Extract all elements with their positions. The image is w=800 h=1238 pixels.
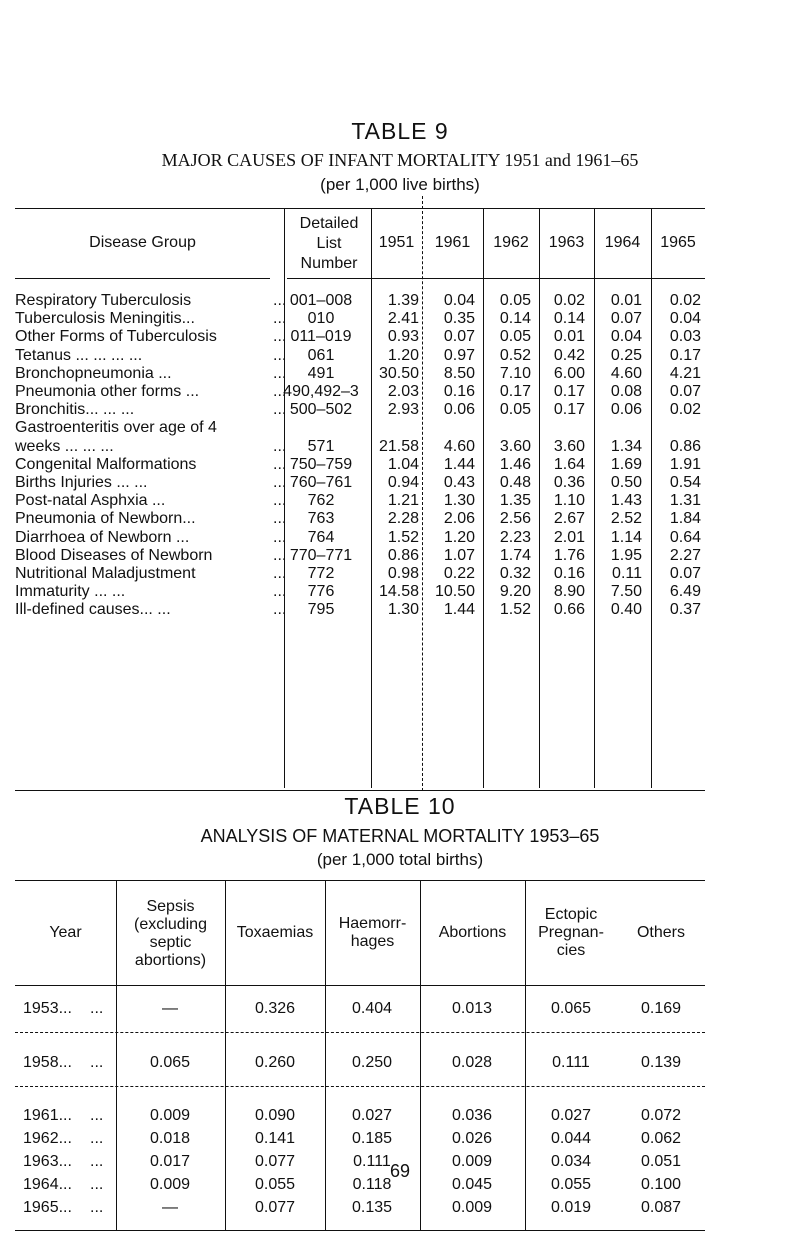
value-cell: 0.260 [254, 1054, 296, 1071]
header-haemorrhages-line: Haemorr- [338, 915, 407, 932]
leader-dots: ... [273, 364, 287, 382]
table-row [15, 419, 705, 437]
value-cell: 2.28 [387, 510, 419, 528]
leader-dots: ... [273, 383, 287, 400]
table-row [15, 1054, 705, 1072]
value-cell: 4.21 [669, 364, 701, 382]
table-row [15, 1000, 705, 1018]
value-cell: 0.98 [387, 565, 419, 582]
value-cell: 0.40 [610, 601, 642, 619]
value-cell: 0.250 [351, 1054, 393, 1071]
value-cell: 0.64 [669, 528, 701, 546]
value-cell: 1.64 [553, 455, 585, 473]
value-cell: 0.01 [610, 292, 642, 309]
header-ectopic-line: cies [556, 942, 586, 959]
value-cell: 2.52 [610, 510, 642, 528]
value-cell: 0.045 [451, 1176, 493, 1193]
value-cell: 0.055 [254, 1176, 296, 1193]
value-cell: 0.027 [351, 1107, 393, 1124]
value-cell: 0.028 [451, 1054, 493, 1071]
disease-name: Tetanus ... ... ... ... [15, 346, 143, 364]
value-cell: 0.06 [610, 401, 642, 419]
leader-dots: ... [273, 546, 287, 564]
value-cell: 0.065 [550, 1000, 592, 1017]
header-list-number-line: Detailed [299, 215, 359, 232]
year-cell: 1961... [23, 1107, 72, 1124]
list-number: 491 [307, 364, 335, 382]
table-row [15, 529, 705, 547]
value-cell: 0.32 [499, 565, 531, 582]
leader-dots: ... [273, 474, 287, 491]
value-cell: 0.43 [443, 474, 475, 491]
value-cell: 9.20 [499, 583, 531, 601]
disease-name: Immaturity ... ... [15, 583, 126, 601]
leader-dots: ... [273, 437, 287, 455]
table-row [15, 474, 705, 492]
value-cell: 0.94 [387, 474, 419, 491]
header-list-number-line: Number [300, 255, 358, 272]
year-cell: 1962... [23, 1130, 72, 1147]
table10-top-rule [15, 880, 705, 881]
value-cell: 2.06 [443, 510, 475, 528]
value-cell: 0.141 [254, 1130, 296, 1147]
value-cell: 0.111 [552, 1054, 590, 1071]
value-cell: 0.36 [553, 474, 585, 491]
value-cell: 0.04 [610, 328, 642, 346]
value-cell: 0.013 [451, 1000, 493, 1017]
table9-bottom-rule [15, 790, 705, 791]
value-cell: 0.326 [254, 1000, 296, 1017]
leader-dots: ... [90, 1199, 104, 1216]
value-cell: 2.93 [387, 401, 419, 419]
value-cell: 0.404 [351, 1000, 393, 1017]
table-row [15, 438, 705, 456]
value-cell: 0.087 [640, 1199, 682, 1216]
value-cell: 0.93 [387, 328, 419, 346]
value-cell: 0.48 [499, 474, 531, 491]
table-row [15, 1130, 705, 1148]
value-cell: 0.077 [254, 1153, 296, 1170]
value-cell: 0.07 [610, 310, 642, 328]
year-cell: 1963... [23, 1153, 72, 1170]
value-cell: 0.05 [499, 292, 531, 309]
disease-name: Respiratory Tuberculosis [15, 292, 192, 309]
value-cell: 0.027 [550, 1107, 592, 1124]
table10-unit: (per 1,000 total births) [316, 850, 484, 869]
table-row [15, 328, 705, 346]
header-year: 1964 [604, 234, 641, 251]
value-cell: 1.46 [499, 455, 531, 473]
header-ectopic-line: Pregnan- [538, 924, 604, 941]
value-cell: 1.52 [387, 528, 419, 546]
value-cell: 1.04 [387, 455, 419, 473]
disease-name: Bronchopneumonia ... [15, 364, 172, 382]
value-cell: 2.03 [387, 383, 419, 400]
value-cell: 0.017 [149, 1153, 191, 1170]
table9-unit: (per 1,000 live births) [320, 175, 480, 194]
value-cell: 0.185 [351, 1130, 393, 1147]
header-toxaemias: Toxaemias [236, 924, 314, 941]
value-cell: 0.37 [669, 601, 701, 619]
value-cell: 0.16 [553, 565, 585, 582]
value-cell: 4.60 [443, 437, 475, 455]
value-cell: 0.66 [553, 601, 585, 619]
list-number: 763 [307, 510, 335, 528]
year-cell: 1964... [23, 1176, 72, 1193]
value-cell: 0.090 [254, 1107, 296, 1124]
value-cell: 0.072 [640, 1107, 682, 1124]
leader-dots: ... [273, 565, 287, 582]
leader-dots: ... [273, 346, 287, 364]
list-number: 772 [307, 565, 335, 582]
leader-dots: ... [273, 510, 287, 528]
value-cell: 0.02 [669, 292, 701, 309]
value-cell: 1.07 [443, 546, 475, 564]
value-cell: 1.31 [669, 492, 701, 510]
value-cell: 0.111 [353, 1153, 391, 1170]
value-cell: 0.169 [640, 1000, 682, 1017]
leader-dots: ... [90, 1130, 104, 1147]
disease-name: weeks ... ... ... [15, 437, 114, 455]
value-cell: 2.67 [553, 510, 585, 528]
value-cell: 0.50 [610, 474, 642, 491]
value-cell: 0.026 [451, 1130, 493, 1147]
value-cell: 0.077 [254, 1199, 296, 1216]
leader-dots: ... [273, 492, 287, 510]
value-cell: 1.35 [499, 492, 531, 510]
table-row [15, 601, 705, 619]
value-cell: 0.009 [149, 1107, 191, 1124]
value-cell: 0.14 [499, 310, 531, 328]
list-number: 571 [307, 437, 335, 455]
value-cell: 1.76 [553, 546, 585, 564]
header-year: 1961 [434, 234, 471, 251]
value-cell: 0.02 [669, 401, 701, 419]
value-cell: 0.07 [669, 565, 701, 582]
value-cell: 1.69 [610, 455, 642, 473]
value-cell: 0.86 [669, 437, 701, 455]
value-cell: 0.07 [443, 328, 475, 346]
disease-name: Other Forms of Tuberculosis [15, 328, 217, 346]
value-cell: 7.50 [610, 583, 642, 601]
value-cell: 14.58 [378, 583, 419, 601]
table9-subtitle: MAJOR CAUSES OF INFANT MORTALITY 1951 and 1961–65 [161, 150, 639, 170]
header-abortions: Abortions [438, 924, 507, 941]
header-sepsis-line: abortions) [134, 952, 207, 969]
list-number: 061 [307, 346, 335, 364]
value-cell: 1.21 [387, 492, 419, 510]
value-cell: 1.52 [499, 601, 531, 619]
value-cell: 1.84 [669, 510, 701, 528]
value-cell: 1.14 [610, 528, 642, 546]
disease-name: Pneumonia of Newborn... [15, 510, 196, 528]
leader-dots: ... [90, 1107, 104, 1124]
value-cell: 0.14 [553, 310, 585, 328]
leader-dots: ... [90, 1054, 104, 1071]
header-year: 1965 [660, 234, 696, 251]
list-number: 776 [307, 583, 335, 601]
table9-title: TABLE 9 [351, 118, 449, 144]
header-year: 1962 [493, 234, 529, 251]
header-list-number-line: List [316, 235, 342, 252]
disease-name: Tuberculosis Meningitis... [15, 310, 195, 328]
value-cell: 0.019 [550, 1199, 592, 1216]
disease-name: Bronchitis... ... ... [15, 401, 135, 419]
table-row [15, 1199, 705, 1217]
list-number: 490,492–3 [283, 383, 359, 400]
value-cell: 8.50 [443, 364, 475, 382]
header-others: Others [636, 924, 685, 941]
value-cell: 4.60 [610, 364, 642, 382]
value-cell: 0.08 [610, 383, 642, 400]
table9-header-rule [15, 278, 270, 279]
list-number: 001–008 [289, 292, 353, 309]
list-number: 760–761 [289, 474, 353, 491]
table-row [15, 1107, 705, 1125]
value-cell: 0.07 [669, 383, 701, 400]
table-row [15, 365, 705, 383]
value-cell: 6.00 [553, 364, 585, 382]
table10-dashed-rule [15, 1032, 705, 1033]
value-cell: 0.22 [443, 565, 475, 582]
table10-header-rule [15, 985, 705, 986]
table10-dashed-rule [15, 1086, 705, 1087]
leader-dots: ... [273, 328, 287, 346]
disease-name: Gastroenteritis over age of 4 [15, 419, 217, 437]
value-cell: 1.44 [443, 601, 475, 619]
value-cell: 0.044 [550, 1130, 592, 1147]
value-cell: 1.20 [443, 528, 475, 546]
value-cell: 0.02 [553, 292, 585, 309]
leader-dots: ... [273, 401, 287, 419]
value-cell: 0.139 [640, 1054, 682, 1071]
value-cell: 0.54 [669, 474, 701, 491]
header-year: 1951 [378, 234, 415, 251]
header-haemorrhages [325, 915, 420, 951]
value-cell: 0.17 [499, 383, 531, 400]
value-cell: 1.30 [387, 601, 419, 619]
value-cell: 1.10 [553, 492, 585, 510]
disease-name: Post-natal Asphxia ... [15, 492, 166, 510]
disease-name: Congenital Malformations [15, 455, 197, 473]
value-cell: 0.06 [443, 401, 475, 419]
value-cell: 2.56 [499, 510, 531, 528]
list-number: 770–771 [289, 546, 353, 564]
value-cell: 0.055 [550, 1176, 592, 1193]
value-cell: 10.50 [434, 583, 475, 601]
table-row [15, 583, 705, 601]
list-number: 011–019 [290, 328, 352, 346]
value-cell: — [162, 1199, 178, 1216]
value-cell: 1.43 [610, 492, 642, 510]
value-cell: 0.17 [553, 383, 585, 400]
value-cell: 6.49 [669, 583, 701, 601]
value-cell: 3.60 [553, 437, 585, 455]
header-list-number [287, 214, 371, 274]
disease-name: Births Injuries ... ... [15, 474, 148, 491]
header-ectopic [525, 906, 617, 960]
value-cell: 0.135 [351, 1199, 393, 1216]
table9-header-rule [287, 278, 705, 279]
value-cell: 0.051 [640, 1153, 682, 1170]
table-row [15, 565, 705, 583]
year-cell: 1965... [23, 1199, 72, 1216]
leader-dots: ... [273, 583, 287, 601]
value-cell: 21.58 [378, 437, 419, 455]
value-cell: 0.52 [499, 346, 531, 364]
value-cell: 0.100 [640, 1176, 682, 1193]
list-number: 010 [307, 310, 335, 328]
value-cell: 0.16 [443, 383, 475, 400]
value-cell: — [162, 1000, 178, 1017]
leader-dots: ... [273, 601, 287, 619]
value-cell: 30.50 [378, 364, 419, 382]
value-cell: 2.27 [669, 546, 701, 564]
disease-name: Blood Diseases of Newborn [15, 546, 213, 564]
table-row [15, 456, 705, 474]
value-cell: 0.009 [451, 1199, 493, 1216]
leader-dots: ... [273, 528, 287, 546]
leader-dots: ... [90, 1153, 104, 1170]
leader-dots: ... [273, 292, 287, 309]
value-cell: 1.34 [610, 437, 642, 455]
page-number: 69 [389, 1161, 411, 1181]
value-cell: 0.86 [387, 546, 419, 564]
value-cell: 2.23 [499, 528, 531, 546]
value-cell: 0.03 [669, 328, 701, 346]
value-cell: 8.90 [553, 583, 585, 601]
value-cell: 0.04 [669, 310, 701, 328]
year-cell: 1958... [23, 1054, 72, 1071]
leader-dots: ... [90, 1000, 104, 1017]
value-cell: 0.009 [149, 1176, 191, 1193]
value-cell: 0.05 [499, 401, 531, 419]
value-cell: 2.41 [387, 310, 419, 328]
table-row [15, 292, 705, 310]
header-year: Year [49, 924, 82, 941]
list-number: 795 [307, 601, 335, 619]
value-cell: 1.95 [610, 546, 642, 564]
disease-name: Diarrhoea of Newborn ... [15, 528, 190, 546]
list-number: 762 [307, 492, 335, 510]
value-cell: 0.42 [553, 346, 585, 364]
table-row [15, 310, 705, 328]
value-cell: 1.20 [387, 346, 419, 364]
table-row [15, 492, 705, 510]
table-row [15, 547, 705, 565]
table10-subtitle: ANALYSIS OF MATERNAL MORTALITY 1953–65 [200, 826, 600, 846]
value-cell: 1.44 [443, 455, 475, 473]
value-cell: 0.25 [610, 346, 642, 364]
header-sepsis [116, 898, 225, 970]
value-cell: 1.91 [669, 455, 701, 473]
value-cell: 1.30 [443, 492, 475, 510]
value-cell: 1.39 [387, 292, 419, 309]
value-cell: 0.11 [612, 565, 642, 582]
value-cell: 0.118 [352, 1176, 392, 1193]
leader-dots: ... [273, 455, 287, 473]
value-cell: 0.17 [553, 401, 585, 419]
year-cell: 1953... [23, 1000, 72, 1017]
header-sepsis-line: Sepsis [146, 898, 195, 915]
table-row [15, 401, 705, 419]
value-cell: 0.05 [499, 328, 531, 346]
value-cell: 0.034 [550, 1153, 592, 1170]
value-cell: 7.10 [499, 364, 531, 382]
value-cell: 0.065 [149, 1054, 191, 1071]
list-number: 764 [307, 528, 335, 546]
value-cell: 1.74 [499, 546, 531, 564]
table9-top-rule [15, 208, 705, 209]
value-cell: 0.018 [149, 1130, 191, 1147]
disease-name: Ill-defined causes... ... [15, 601, 171, 619]
value-cell: 0.17 [669, 346, 701, 364]
list-number: 750–759 [289, 455, 353, 473]
table-row [15, 510, 705, 528]
header-sepsis-line: (excluding [134, 916, 207, 933]
value-cell: 0.01 [553, 328, 585, 346]
list-number: 500–502 [289, 401, 353, 419]
header-sepsis-line: septic [149, 934, 192, 951]
value-cell: 0.009 [451, 1153, 493, 1170]
leader-dots: ... [90, 1176, 104, 1193]
disease-name: Nutritional Maladjustment [15, 565, 196, 582]
table-row [15, 383, 705, 401]
leader-dots: ... [273, 310, 287, 328]
value-cell: 0.04 [443, 292, 475, 309]
value-cell: 0.97 [443, 346, 475, 364]
table10-title: TABLE 10 [344, 793, 456, 819]
value-cell: 0.35 [443, 310, 475, 328]
value-cell: 0.036 [451, 1107, 493, 1124]
value-cell: 2.01 [553, 528, 585, 546]
header-ectopic-line: Ectopic [544, 906, 598, 923]
table-row [15, 347, 705, 365]
header-disease-group: Disease Group [89, 234, 196, 251]
value-cell: 0.062 [640, 1130, 682, 1147]
header-year: 1963 [548, 234, 585, 251]
table10-bottom-rule [15, 1230, 705, 1231]
disease-name: Pneumonia other forms ... [15, 383, 200, 400]
header-haemorrhages-line: hages [350, 933, 395, 950]
value-cell: 3.60 [499, 437, 531, 455]
